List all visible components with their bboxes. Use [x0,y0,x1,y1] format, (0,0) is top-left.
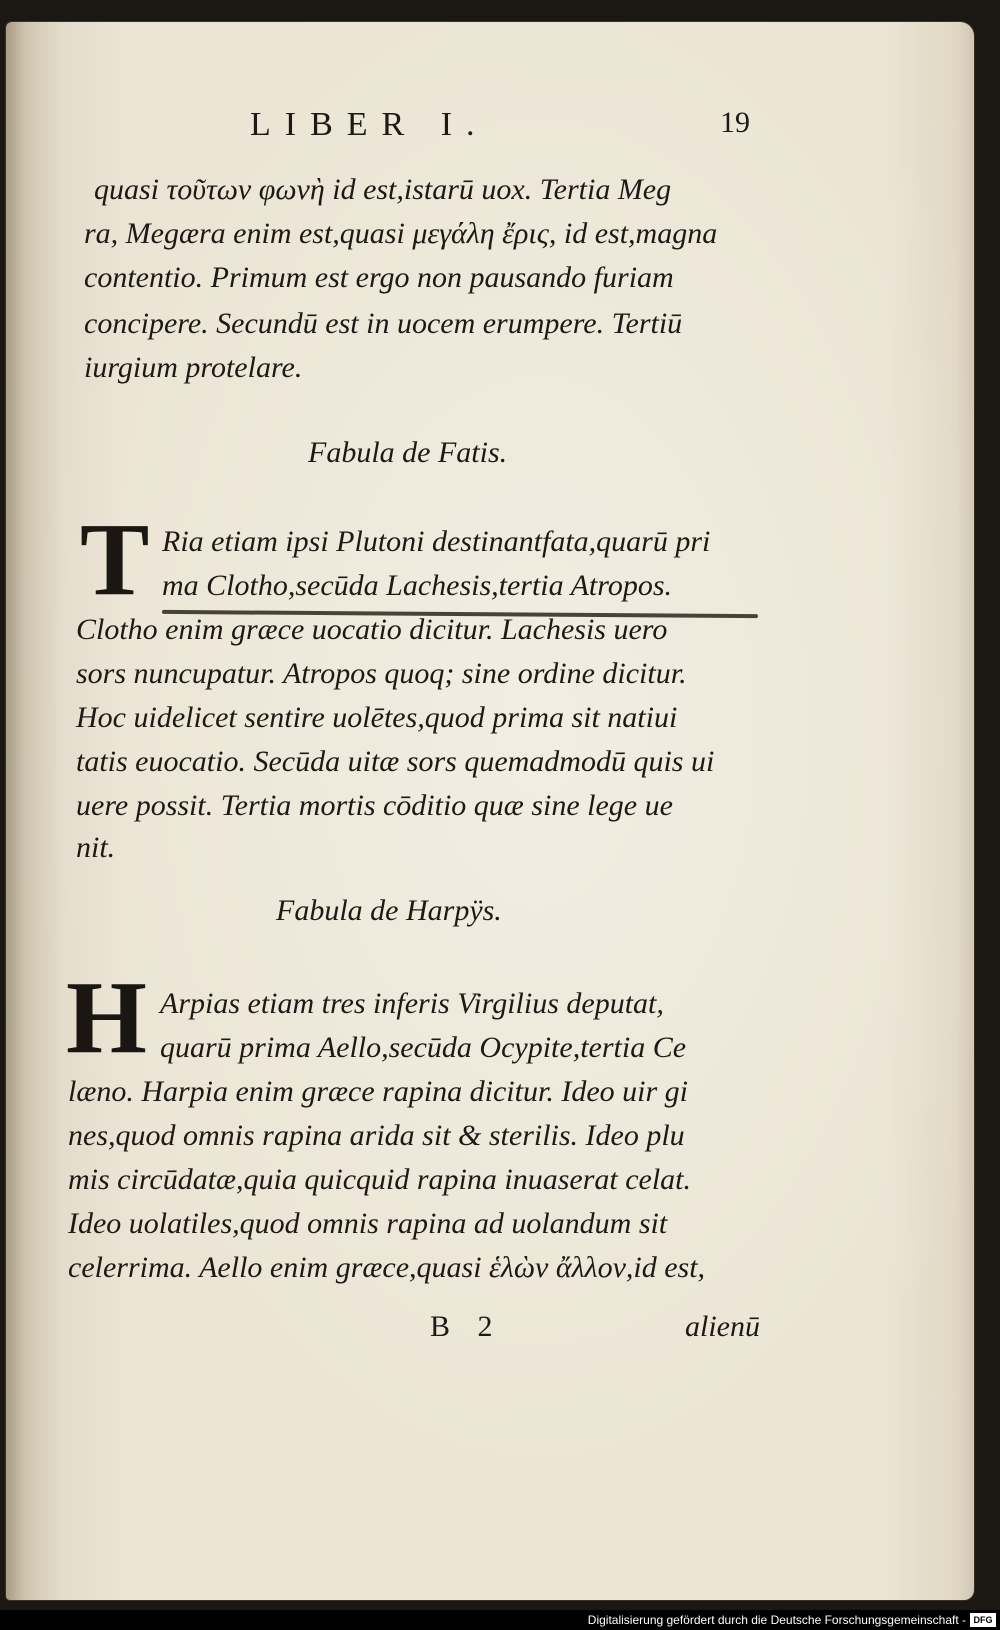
text-line: Hoc uidelicet sentire uolētes,quod prima sit natiui [76,701,678,734]
text-line: celerrima. Aello enim græce,quasi ἑλὼν ἄλλον,id est, [68,1251,706,1284]
text-line: Arpias etiam tres inferis Virgilius deputat, [160,987,664,1020]
text-line: læno. Harpia enim græce rapina dicitur. Ideo uir gi [68,1075,688,1108]
section-heading-harpyis: Fabula de Harpÿs. [276,894,502,927]
dfg-logo: DFG [970,1613,996,1627]
page-footer [430,1310,760,1350]
text-line: contentio. Primum est ergo non pausando furiam [84,261,674,294]
text-line: Ideo uolatiles,quod omnis rapina ad uolandum sit [68,1207,668,1240]
section-heading-fatis: Fabula de Fatis. [308,436,508,469]
text-line: nes,quod omnis rapina arida sit & sterilis. Ideo plu [68,1119,685,1152]
running-header [250,106,750,146]
text-line: quarū prima Aello,secūda Ocypite,tertia Ce [160,1031,687,1064]
drop-cap-h: H [66,960,147,1075]
text-line: tatis euocatio. Secūda uitæ sors quemadmodū quis ui [76,745,715,778]
page-number: 19 [720,106,750,139]
text-line: ra, Megæra enim est,quasi μεγάλη ἔρις, id est,magna [84,217,718,250]
text-line: nit. [76,831,116,864]
text-line: mis circūdatæ,quia quicquid rapina inuaserat celat. [68,1163,692,1196]
text-line: sors nuncupatur. Atropos quoq; sine ordine dicitur. [76,657,687,690]
text-line: ma Clotho,secūda Lachesis,tertia Atropos. [162,569,672,602]
digitization-credit-text: Digitalisierung gefördert durch die Deutsche Forschungsgemeinschaft - [587,1613,966,1627]
signature-mark: B 2 [430,1310,503,1343]
text-line: Clotho enim græce uocatio dicitur. Lachesis uero [76,613,668,646]
running-title: LIBER I. [250,106,489,143]
text-line: quasi τοῦτων φωνὴ id est,istarū uox. Tertia Meg [94,173,672,206]
text-line: iurgium protelare. [84,351,303,384]
digitization-credit-bar [0,1610,1000,1630]
catchword: alienū [685,1310,760,1343]
text-line: uere possit. Tertia mortis cōditio quæ sine lege ue [76,789,673,822]
text-line: concipere. Secundū est in uocem erumpere. Tertiū [84,307,683,340]
text-line: Ria etiam ipsi Plutoni destinantfata,quarū pri [162,525,711,558]
drop-cap-t: T [80,502,150,617]
